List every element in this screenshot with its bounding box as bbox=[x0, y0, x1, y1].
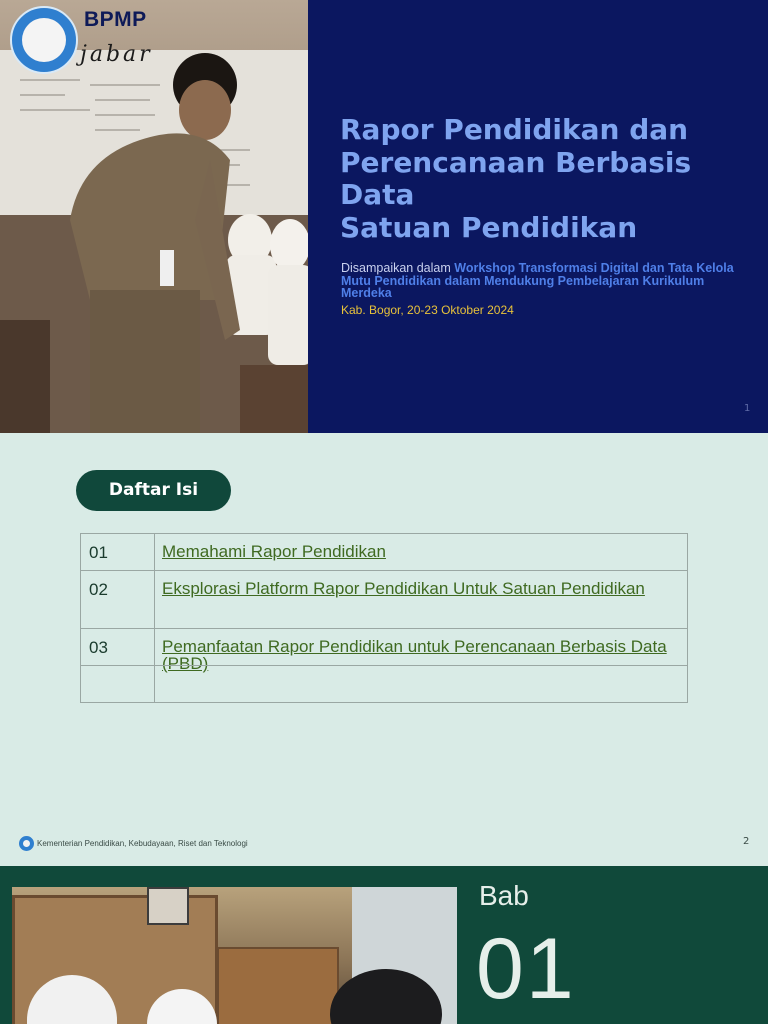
jabar-logo-text: jabar bbox=[80, 42, 153, 67]
slide-2 bbox=[0, 433, 768, 866]
toc-link[interactable]: Memahami Rapor Pendidikan bbox=[162, 542, 386, 561]
slide-3 bbox=[0, 866, 768, 1024]
toc-row bbox=[80, 570, 688, 629]
presentation-title bbox=[340, 114, 750, 244]
table-bottom-border bbox=[80, 702, 688, 703]
chapter-photo-students-lab bbox=[12, 887, 457, 1024]
footer-ministry-name: Kementerian Pendidikan, Kebudayaan, Riset dan Teknologi bbox=[37, 839, 248, 848]
table-of-contents-heading: Daftar Isi bbox=[76, 470, 231, 511]
chapter-number: 01 bbox=[476, 921, 576, 1017]
bpmp-logo-text: BPMP bbox=[84, 8, 147, 31]
title-line: Rapor Pendidikan dan bbox=[340, 113, 689, 146]
toc-number-cell bbox=[81, 666, 155, 703]
toc-number-cell bbox=[81, 629, 155, 666]
tut-wuri-handayani-logo bbox=[10, 6, 78, 74]
toc-number-cell bbox=[81, 571, 155, 629]
toc-row bbox=[80, 628, 688, 673]
toc-row bbox=[80, 533, 688, 571]
toc-link[interactable]: Eksplorasi Platform Rapor Pendidikan Untuk Satuan Pendidikan bbox=[162, 579, 645, 598]
toc-number-cell bbox=[81, 534, 155, 571]
cover-photo-teacher-classroom bbox=[0, 0, 308, 433]
title-line: Perencanaan Berbasis bbox=[340, 145, 692, 179]
photo-frame bbox=[147, 887, 189, 925]
toc-number: 03 bbox=[89, 638, 108, 657]
table-of-contents bbox=[80, 533, 688, 703]
slide-1 bbox=[0, 0, 768, 433]
title-line: Data bbox=[340, 178, 415, 211]
subtitle-lead: Disampaikan dalam bbox=[341, 261, 455, 275]
page-number: 1 bbox=[744, 403, 751, 414]
toc-number: 01 bbox=[89, 543, 108, 562]
presentation-subtitle bbox=[341, 262, 751, 300]
logo-emblem-icon bbox=[22, 18, 66, 62]
page-number: 2 bbox=[743, 836, 750, 847]
chapter-label: Bab bbox=[479, 880, 529, 911]
toc-number: 02 bbox=[89, 580, 108, 599]
title-line: Satuan Pendidikan bbox=[340, 210, 638, 244]
subtitle-event: Workshop Transformasi Digital dan Tata Kelola Mutu Pendidikan dalam Mendukung Pembelajaran Kurikulum Merdeka bbox=[341, 261, 734, 300]
location-date: Kab. Bogor, 20-23 Oktober 2024 bbox=[341, 303, 514, 317]
toc-link[interactable]: Pemanfaatan Rapor Pendidikan untuk Perencanaan Berbasis Data (PBD) bbox=[162, 637, 667, 673]
photo-shelf bbox=[217, 947, 339, 1024]
ministry-logo-icon bbox=[19, 836, 34, 851]
toc-row-empty bbox=[80, 665, 688, 703]
